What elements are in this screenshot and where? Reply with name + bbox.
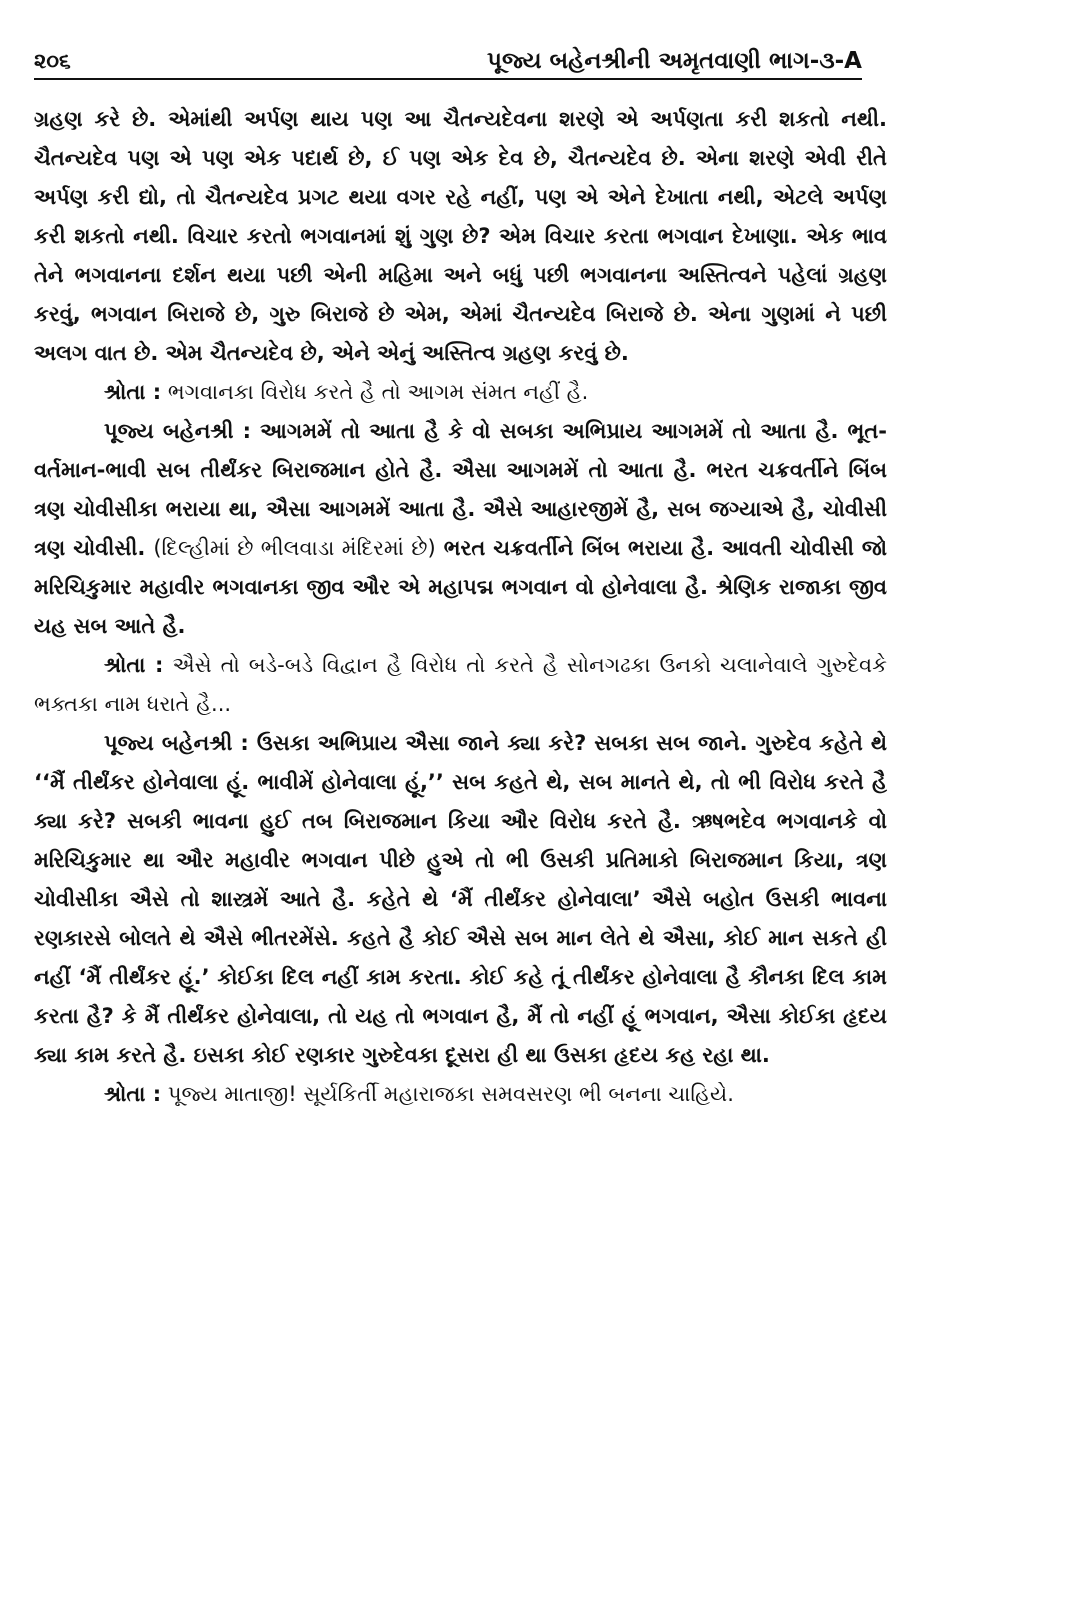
speaker-label-bahenshri: પૂજ્ય બહેનશ્રી : — [104, 419, 252, 443]
listener-remark — [34, 646, 887, 724]
speaker-label-listener: શ્રોતા : — [104, 380, 162, 404]
listener-remark — [34, 1075, 887, 1114]
running-title: પૂજ્ય બહેનશ્રીની અમૃતવાણી ભાગ-૩-A — [487, 48, 862, 74]
page-number: ૨૦૬ — [34, 49, 71, 73]
bahenshri-text: ઉસકા અભિપ્રાય ઐસા જાને ક્યા કરે? સબકા સબ જાને. ગુરુદેવ કહેતે થે ‘‘મૈં તીર્થંકર હોનેવાલા હૂં. ભાવીમેં હોનેવાલા હૂં,’’ સબ કહતે થે, સબ માનતે થે, તો ભી વિરોધ કરતે હૈ ક્યા કરે? સબકી ભાવના હુઈ તબ બિરાજમાન કિયા ઔર વિરોધ કરતે હૈ. ઋષભદેવ ભગવાનકે વો મરિચિકુમાર થા ઔર મહાવીર ભગવાન પીછે હુએ તો ભી ઉસકી પ્રતિમાકો બિરાજમાન કિયા, ત્રણ ચોવીસીકા ઐસે તો શાસ્ત્રમેં આતે હૈ. કહેતે થે ‘મૈં તીર્થંકર હોનેવાલા’ ઐસે બહોત ઉસકી ભાવના રણકારસે બોલતે થે ઐસે ભીતરમેંસે. કહતે હૈ કોઈ ઐસે સબ માન લેતે થે ઐસા, કોઈ માન સકતે હી નહીં ‘મૈં તીર્થંકર હૂં.’ કોઈકા દિલ નહીં કામ કરતા. કોઈ કહે તૂં તીર્થંકર હોનેવાલા હૈ કૌનકા દિલ કામ કરતા હૈ? કે મૈં તીર્થંકર હોનેવાલા, તો યહ તો ભગવાન હૈ, મૈં તો નહીં હૂં ભગવાન, ઐસા કોઈકા હૃદય ક્યા કામ કરતે હૈ. ઇસકા કોઈ રણકાર ગુરુદેવકા દૂસરા હી થા ઉસકા હૃદય કહ રહા થા. — [34, 731, 887, 1067]
page-header — [34, 42, 862, 80]
paragraph-continuation — [34, 100, 887, 373]
bahenshri-text: આગમમેં તો આતા હૈ કે વો સબકા અભિપ્રાય આગમમેં તો આતા હૈ. ભૂત-વર્તમાન-ભાવી સબ તીર્થંકર બિરાજમાન હોતે હૈ. ઐસા આગમમેં તો આતા હૈ. ભરત ચક્રવર્તીને બિંબ ત્રણ ચોવીસીકા ભરાયા થા, ઐસા આગમમેં આતા હૈ. ઐસે આહારજીમેં હૈ, સબ જગ્યાએ હૈ, ચોવીસી ત્રણ ચોવીસી. — [34, 419, 887, 560]
bahenshri-reply — [34, 724, 887, 1075]
bahenshri-text-after-note: ભરત ચક્રવર્તીને બિંબ ભરાયા હૈ. આવતી ચોવીસી જો મરિચિકુમાર મહાવીર ભગવાનકા જીવ ઔર એ મહાપદ્મ ભગવાન વો હોનેવાલા હૈ. શ્રેણિક રાજાકા જીવ યહ સબ આતે હૈ. — [34, 536, 888, 638]
listener-text: પૂજ્ય માતાજી! સૂર્યકિર્તી મહારાજકા સમવસરણ ભી બનના ચાહિયે. — [167, 1082, 734, 1106]
speaker-label-listener: શ્રોતા : — [104, 653, 164, 677]
listener-text: ભગવાનકા વિરોધ કરતે હૈ તો આગમ સંમત નહીં હૈ. — [167, 380, 589, 404]
page-body — [34, 100, 887, 1114]
speaker-label-bahenshri: પૂજ્ય બહેનશ્રી : — [104, 731, 249, 755]
speaker-label-listener: શ્રોતા : — [104, 1082, 162, 1106]
inline-note: (દિલ્હીમાં છે ભીલવાડા મંદિરમાં છે) — [153, 536, 436, 560]
listener-text: ઐસે તો બડે-બડે વિદ્વાન હૈ વિરોધ તો કરતે હૈ સોનગઢકા ઉનકો ચલાનેવાલે ગુરુદેવકે ભક્તકા નામ ધરાતે હૈ... — [34, 653, 887, 716]
paragraph-text: ગ્રહણ કરે છે. એમાંથી અર્પણ થાય પણ આ ચૈતન્યદેવના શરણે એ અર્પણતા કરી શકતો નથી. ચૈતન્યદેવ પણ એ પણ એક પદાર્થ છે, ઈ પણ એક દેવ છે, ચૈતન્યદેવ છે. એના શરણે એવી રીતે અર્પણ કરી દ્યો, તો ચૈતન્યદેવ પ્રગટ થયા વગર રહે નહીં, પણ એ એને દેખાતા નથી, એટલે અર્પણ કરી શકતો નથી. વિચાર કરતો ભગવાનમાં શું ગુણ છે? એમ વિચાર કરતા ભગવાન દેખાણા. એક ભાવ તેને ભગવાનના દર્શન થયા પછી એની મહિમા અને બધું પછી ભગવાનના અસ્તિત્વને પહેલાં ગ્રહણ કરવું, ભગવાન બિરાજે છે, ગુરુ બિરાજે છે એમ, એમાં ચૈતન્યદેવ બિરાજે છે. એના ગુણમાં ને પછી અલગ વાત છે. એમ ચૈતન્યદેવ છે, એને એનું અસ્તિત્વ ગ્રહણ કરવું છે. — [34, 107, 887, 365]
listener-remark — [34, 373, 887, 412]
bahenshri-reply — [34, 412, 887, 646]
